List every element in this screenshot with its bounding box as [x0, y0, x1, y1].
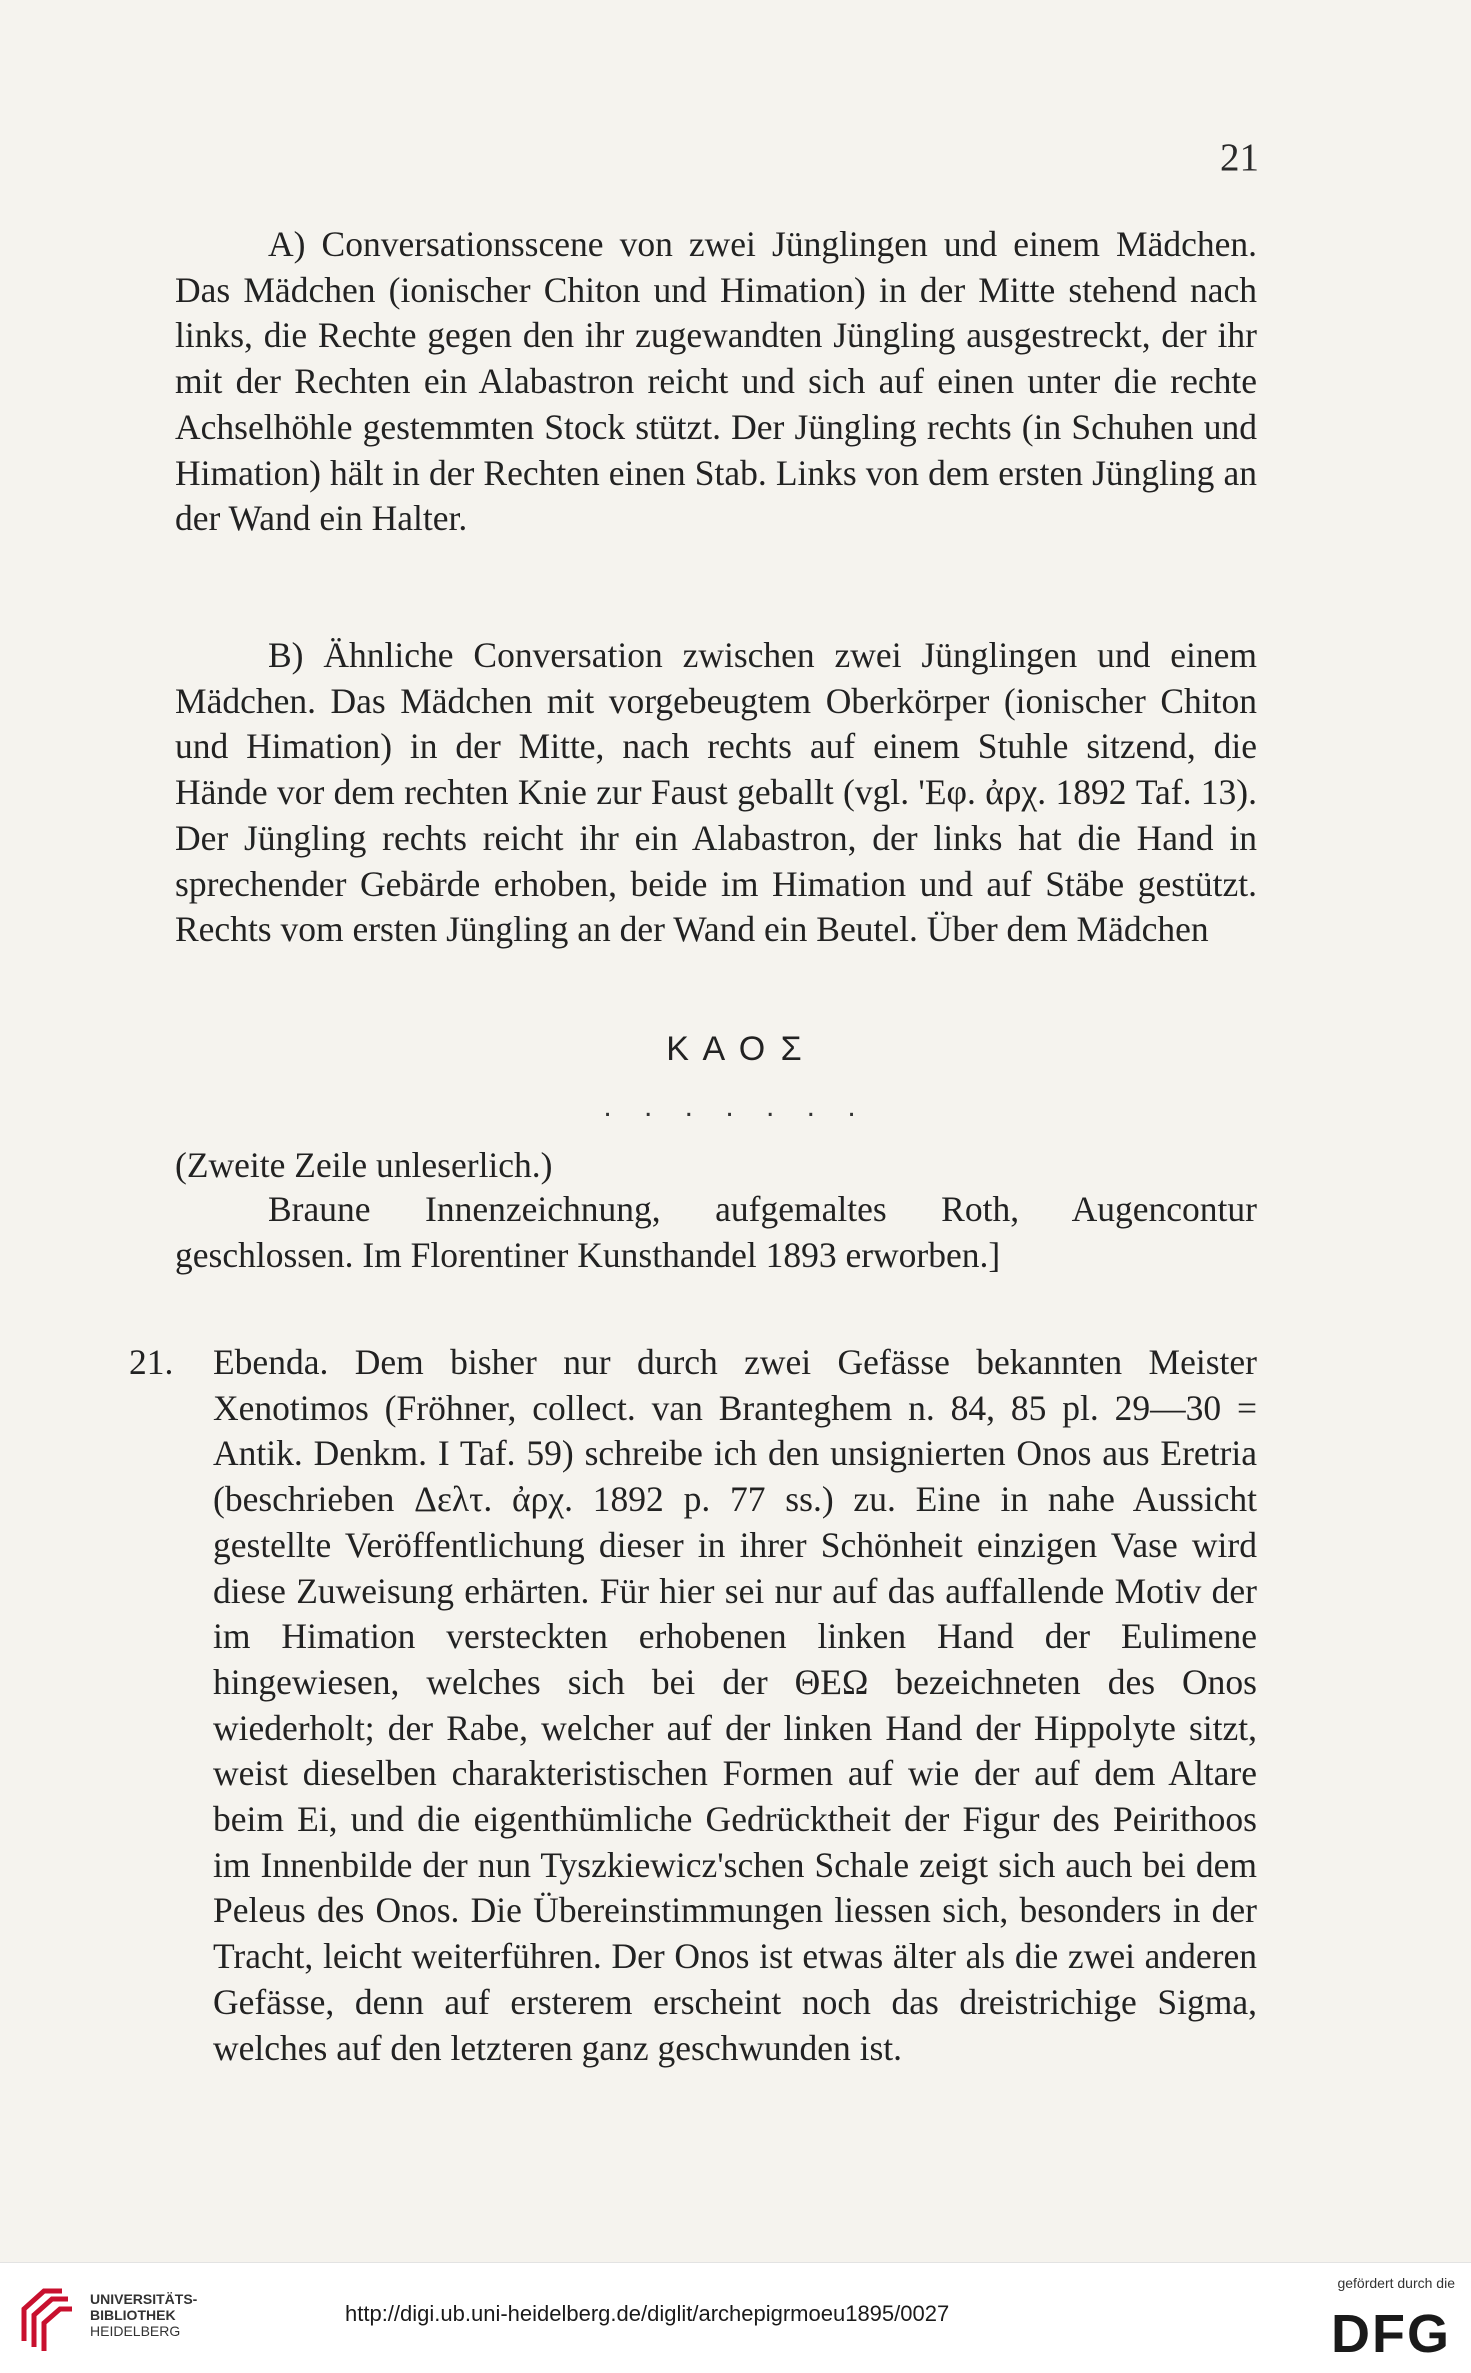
section-b-paragraph [175, 633, 1257, 953]
inscription-line-1: K A O Σ [666, 1030, 805, 1068]
page-number: 21 [1220, 136, 1259, 179]
sponsor-label: gefördert durch die [1337, 2275, 1455, 2291]
library-name-line-1: UNIVERSITÄTS- [90, 2291, 198, 2307]
section-c-paragraph [175, 1187, 1257, 1278]
source-url-link[interactable]: http://digi.ub.uni-heidelberg.de/diglit/archepigrmoeu1895/0027 [345, 2301, 950, 2326]
university-library-logo-icon [14, 2281, 76, 2353]
inscription-line-2: . . . . . . . [603, 1090, 868, 1123]
section-b-text: B) Ähnliche Conversation zwischen zwei Jünglingen und einem Mädchen. Das Mädchen mit vorgebeugtem Oberkörper (ionischer Chiton und Himation) in der Mitte, nach rechts auf einem Stuhle sitzend, die Hände vor dem rechten Knie zur Faust geballt (vgl. 'Εφ. ἀρχ. 1892 Taf. 13). Der Jüngling rechts reicht ihr ein Alabastron, der links hat die Hand in sprechender Gebärde erhoben, beide im Himation und auf Stäbe gestützt. Rechts vom ersten Jüngling an der Wand ein Beutel. Über dem Mädchen [175, 635, 1257, 950]
section-a-paragraph [175, 222, 1257, 542]
item-21-text: Ebenda. Dem bisher nur durch zwei Gefässe bekannten Meister Xenotimos (Fröhner, collect. van Branteghem n. 84, 85 pl. 29—30 = Antik. Denkm. I Taf. 59) schreibe ich den unsignierten Onos aus Eretria (beschrieben Δελτ. ἀρχ. 1892 p. 77 ss.) zu. Eine in nahe Aussicht gestellte Veröffentlichung dieser in ihrer Schönheit einzigen Vase wird diese Zuweisung erhärten. Für hier sei nur auf das auffallende Motiv der im Himation versteckten erhobenen linken Hand der Eulimene hingewiesen, welches sich bei der ΘΕΩ bezeichneten des Onos wiederholt; der Rabe, welcher auf der linken Hand der Hippolyte sitzt, weist dieselben charakteristischen Formen auf wie der auf dem Altare beim Ei, und die eigenthümliche Gedrücktheit der Figur des Peirithoos im Innenbilde der nun Tyszkiewicz'schen Schale zeigt sich auch bei dem Peleus des Onos. Die Übereinstimmungen liessen sich, besonders in der Tracht, leicht weiterführen. Der Onos ist etwas älter als die zwei anderen Gefässe, denn auf ersterem erscheint noch das dreistrichige Sigma, welches auf den letzteren ganz geschwunden ist. [213, 1342, 1257, 2068]
library-name [90, 2291, 197, 2339]
dfg-logo: DFG [1331, 2304, 1451, 2364]
item-21-number: 21. [129, 1342, 174, 1382]
section-a-text: A) Conversationsscene von zwei Jünglingen und einem Mädchen. Das Mädchen (ionischer Chiton und Himation) in der Mitte stehend nach links, die Rechte gegen den ihr zugewandten Jüngling ausgestreckt, der ihr mit der Rechten ein Alabastron reicht und sich auf einen unter die rechte Achselhöhle gestemmten Stock stützt. Der Jüngling rechts (in Schuhen und Himation) hält in der Rechten einen Stab. Links von dem ersten Jüngling an der Wand ein Halter. [175, 224, 1257, 539]
library-name-line-2: BIBLIOTHEK [90, 2307, 176, 2323]
section-b-note [175, 1143, 1257, 1189]
footer-bar [0, 2262, 1471, 2373]
library-name-line-3: HEIDELBERG [90, 2323, 181, 2339]
section-b-note-text: (Zweite Zeile unleserlich.) [175, 1145, 553, 1185]
item-21-paragraph [129, 1340, 1257, 2071]
section-c-text: Braune Innenzeichnung, aufgemaltes Roth, Augencontur geschlossen. Im Florentiner Kunsthandel 1893 erworben.] [175, 1189, 1257, 1275]
